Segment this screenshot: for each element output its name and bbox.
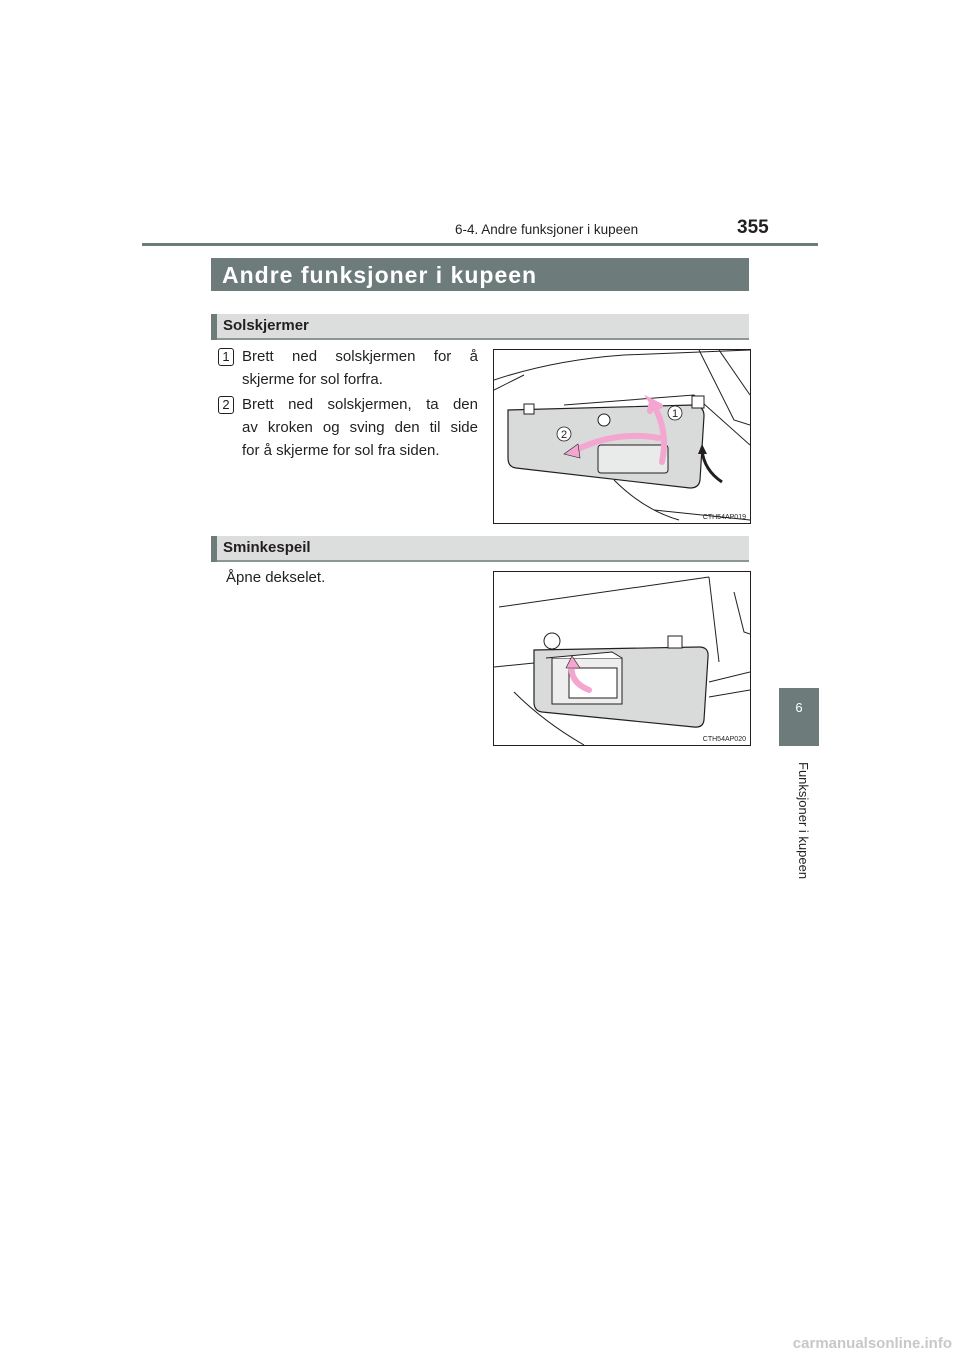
sun-visor-illustration [494,350,750,523]
figure-label-2: 2 [560,429,568,441]
section-2-text: Åpne dekselet. [226,569,326,586]
page-title: Andre funksjoner i kupeen [222,262,538,288]
figure-code: CTH54AP020 [702,736,746,743]
step-number-1: 1 [218,348,234,366]
header-section-title: 6-4. Andre funksjoner i kupeen [455,222,639,237]
step-1-text [242,345,478,391]
figure-code: CTH54AP019 [702,514,746,521]
step-number-2: 2 [218,396,234,414]
figure-label-1: 1 [671,408,679,420]
header-rule [142,243,818,246]
vanity-mirror-figure [493,571,751,746]
vanity-mirror-illustration [494,572,750,745]
page-number: 355 [737,217,769,238]
section-accent [211,314,217,340]
chapter-tab-number: 6 [795,700,803,715]
step-1-line-2: skjerme for sol forfra. [242,371,383,388]
step-2-line-1: Brett ned solskjermen, ta den [242,396,478,413]
section-accent [211,536,217,562]
step-2-text [242,393,478,462]
step-1-line-1: Brett ned solskjermen for å [242,348,478,365]
section-title: Solskjermer [223,317,309,334]
step-2-line-3: for å skjerme for sol fra siden. [242,442,440,459]
watermark: carmanualsonline.info [792,1335,952,1352]
step-2-line-2: av kroken og sving den til side [242,419,478,436]
chapter-tab-label: Funksjoner i kupeen [796,762,811,880]
section-header-solskjermer [211,314,749,340]
section-title: Sminkespeil [223,539,311,556]
chapter-tab [779,688,819,746]
section-header-sminkespeil [211,536,749,562]
sun-visor-figure [493,349,751,524]
